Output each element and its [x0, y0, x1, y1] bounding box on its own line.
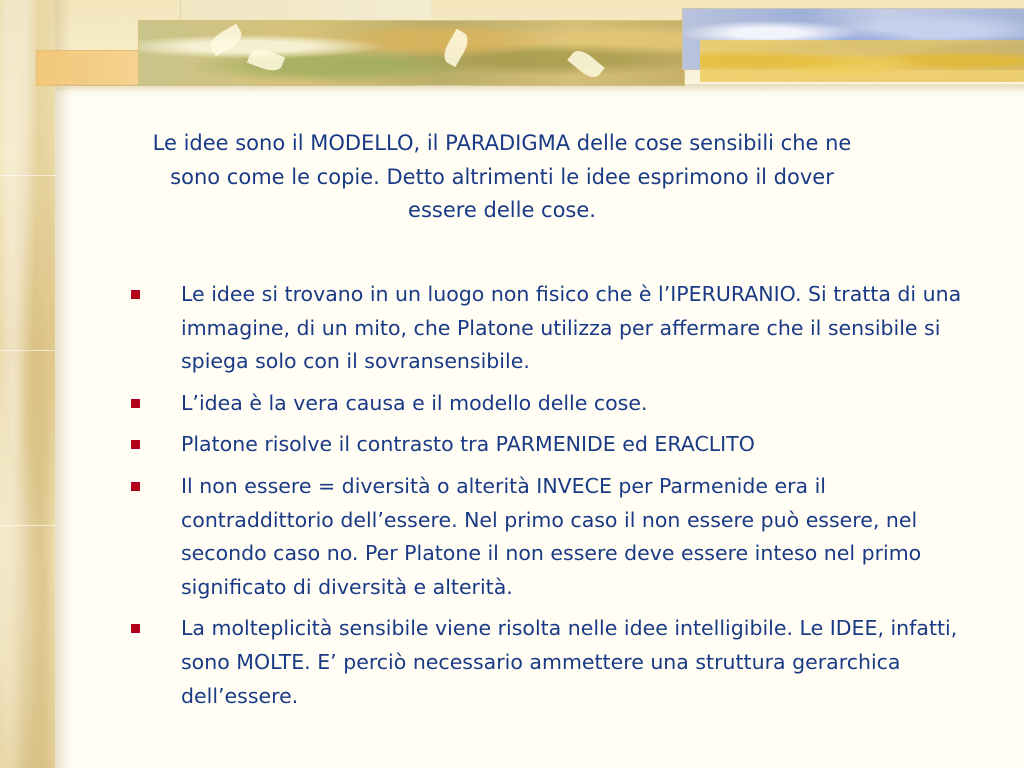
square-bullet-icon: [131, 482, 140, 491]
bullet-text: Le idee si trovano in un luogo non fisico che è l’IPERURANIO. Si tratta di una immagine, di un mito, che Platone utilizza per affermare che il sensibile si spiega solo con il sovransensibile.: [181, 282, 962, 374]
bullet-item: [125, 387, 975, 421]
bullet-text: L’idea è la vera causa e il modello delle cose.: [181, 390, 648, 415]
square-bullet-icon: [131, 399, 140, 408]
bullet-text: Platone risolve il contrasto tra PARMENIDE ed ERACLITO: [181, 432, 755, 457]
slide-intro-text: Le idee sono il MODELLO, il PARADIGMA delle cose sensibili che ne sono come le copie. Detto altrimenti le idee esprimono il dover essere delle cose.: [152, 131, 852, 223]
bullet-item: [125, 612, 975, 713]
bullet-item: [125, 428, 975, 462]
square-bullet-icon: [131, 440, 140, 449]
bullet-item: [125, 470, 975, 604]
bullet-text: Il non essere = diversità o alterità INVECE per Parmenide era il contraddittorio dell’essere. Nel primo caso il non essere può essere, nel secondo caso no. Per Platone il non essere deve essere inteso nel primo significato di diversità e alterità.: [181, 474, 922, 599]
bullet-text: La molteplicità sensibile viene risolta nelle idee intelligibile. Le IDEE, infatti, sono MOLTE. E’ perciò necessario ammettere una struttura gerarchica dell’essere.: [181, 616, 958, 708]
bullet-item: [125, 278, 975, 379]
square-bullet-icon: [131, 290, 140, 299]
square-bullet-icon: [131, 624, 140, 633]
bullet-list: [125, 278, 975, 721]
